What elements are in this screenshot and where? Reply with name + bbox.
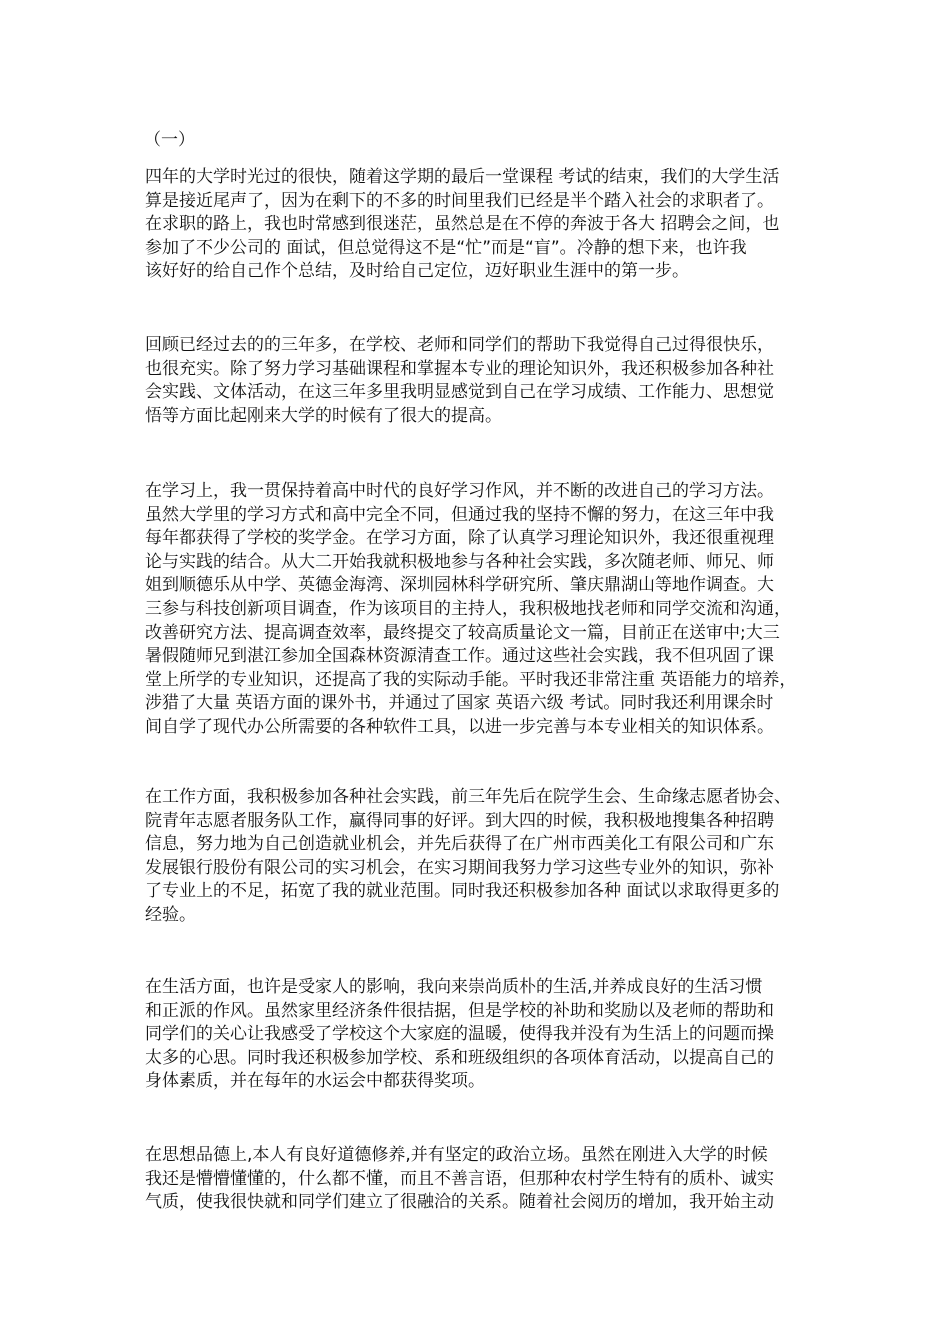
text-line: 四年的大学时光过的很快，随着这学期的最后一堂课程 考试的结束，我们的大学生活 — [145, 167, 780, 187]
text-line: 每年都获得了学校的奖学金。在学习方面，除了认真学习理论知识外，我还很重视理 — [145, 528, 774, 549]
text-line: 同学们的关心让我感受了学校这个大家庭的温暖，使得我并没有为生活上的问题而操 — [145, 1024, 774, 1045]
paragraph-life — [145, 976, 815, 1094]
text-line: 和正派的作风。虽然家里经济条件很拮据，但是学校的补助和奖励以及老师的帮助和 — [145, 1000, 774, 1021]
text-line: 姐到顺德乐从中学、英德金海湾、深圳园林科学研究所、肇庆鼎湖山等地作调查。大 — [145, 575, 774, 596]
paragraph-study — [145, 480, 815, 740]
text-line: 三参与科技创新项目调查，作为该项目的主持人，我积极地找老师和同学交流和沟通， — [145, 598, 791, 619]
text-line: 涉猎了大量 英语方面的课外书，并通过了国家 英语六级 考试。同时我还利用课余时 — [145, 693, 774, 714]
text-line: 在工作方面，我积极参加各种社会实践，前三年先后在院学生会、生命缘志愿者协会、 — [145, 787, 791, 807]
text-line: 太多的心思。同时我还积极参加学校、系和班级组织的各项体育活动，以提高自己的 — [145, 1047, 774, 1068]
text-line: 改善研究方法、提高调查效率，最终提交了较高质量论文一篇，目前正在送审中;大三 — [145, 622, 780, 643]
text-line: 气质，使我很快就和同学们建立了很融洽的关系。随着社会阅历的增加，我开始主动 — [145, 1192, 774, 1213]
text-line: 论与实践的结合。从大二开始我就积极地参与各种社会实践，多次随老师、师兄、师 — [145, 551, 774, 572]
paragraph-intro — [145, 166, 815, 284]
text-line: 悟等方面比起刚来大学的时候有了很大的提高。 — [145, 405, 502, 426]
text-line: 该好好的给自己作个总结，及时给自己定位，迈好职业生涯中的第一步。 — [145, 261, 689, 282]
text-line: 在思想品德上,本人有良好道德修养,并有坚定的政治立场。虽然在刚进入大学的时候 — [145, 1145, 768, 1165]
text-line: 我还是懵懵懂懂的，什么都不懂，而且不善言语，但那种农村学生特有的质朴、诚实 — [145, 1168, 774, 1189]
paragraph-work — [145, 786, 815, 928]
text-line: 间自学了现代办公所需要的各种软件工具，以进一步完善与本专业相关的知识体系。 — [145, 716, 774, 737]
text-line: 在生活方面，也许是受家人的影响，我向来崇尚质朴的生活,并养成良好的生活习惯 — [145, 977, 763, 997]
section-heading: （一） — [144, 130, 195, 150]
text-line: 堂上所学的专业知识，还提高了我的实际动手能。平时我还非常注重 英语能力的培养， — [145, 669, 797, 690]
text-line: 暑假随师兄到湛江参加全国森林资源清查工作。通过这些社会实践，我不但巩固了课 — [145, 646, 774, 667]
text-line: 院青年志愿者服务队工作，赢得同事的好评。到大四的时候，我积极地搜集各种招聘 — [145, 810, 774, 831]
paragraph-review — [145, 334, 815, 428]
text-line: 了专业上的不足，拓宽了我的就业范围。同时我还积极参加各种 面试以求取得更多的 — [145, 881, 780, 902]
text-line: 也很充实。除了努力学习基础课程和掌握本专业的理论知识外，我还积极参加各种社 — [145, 358, 774, 379]
paragraph-morality — [145, 1144, 815, 1215]
text-line: 身体素质，并在每年的水运会中都获得奖项。 — [145, 1071, 485, 1092]
text-line: 在学习上，我一贯保持着高中时代的良好学习作风，并不断的改进自己的学习方法。 — [145, 481, 774, 501]
text-line: 发展银行股份有限公司的实习机会，在实习期间我努力学习这些专业外的知识，弥补 — [145, 857, 774, 878]
text-line: 算是接近尾声了，因为在剩下的不多的时间里我们已经是半个踏入社会的求职者了。 — [145, 190, 774, 211]
text-line: 虽然大学里的学习方式和高中完全不同，但通过我的坚持不懈的努力，在这三年中我 — [145, 504, 774, 525]
text-line: 信息，努力地为自己创造就业机会，并先后获得了在广州市西美化工有限公司和广东 — [145, 834, 774, 855]
text-line: 经验。 — [145, 904, 196, 925]
text-line: 在求职的路上，我也时常感到很迷茫，虽然总是在不停的奔波于各大 招聘会之间，也 — [145, 214, 780, 235]
text-line: 回顾已经过去的的三年多，在学校、老师和同学们的帮助下我觉得自己过得很快乐， — [145, 335, 774, 355]
text-line: 会实践、文体活动，在这三年多里我明显感觉到自己在学习成绩、工作能力、思想觉 — [145, 382, 774, 403]
text-line: 参加了不少公司的 面试，但总觉得这不是“忙”而是“盲”。冷静的想下来，也许我 — [145, 237, 747, 258]
